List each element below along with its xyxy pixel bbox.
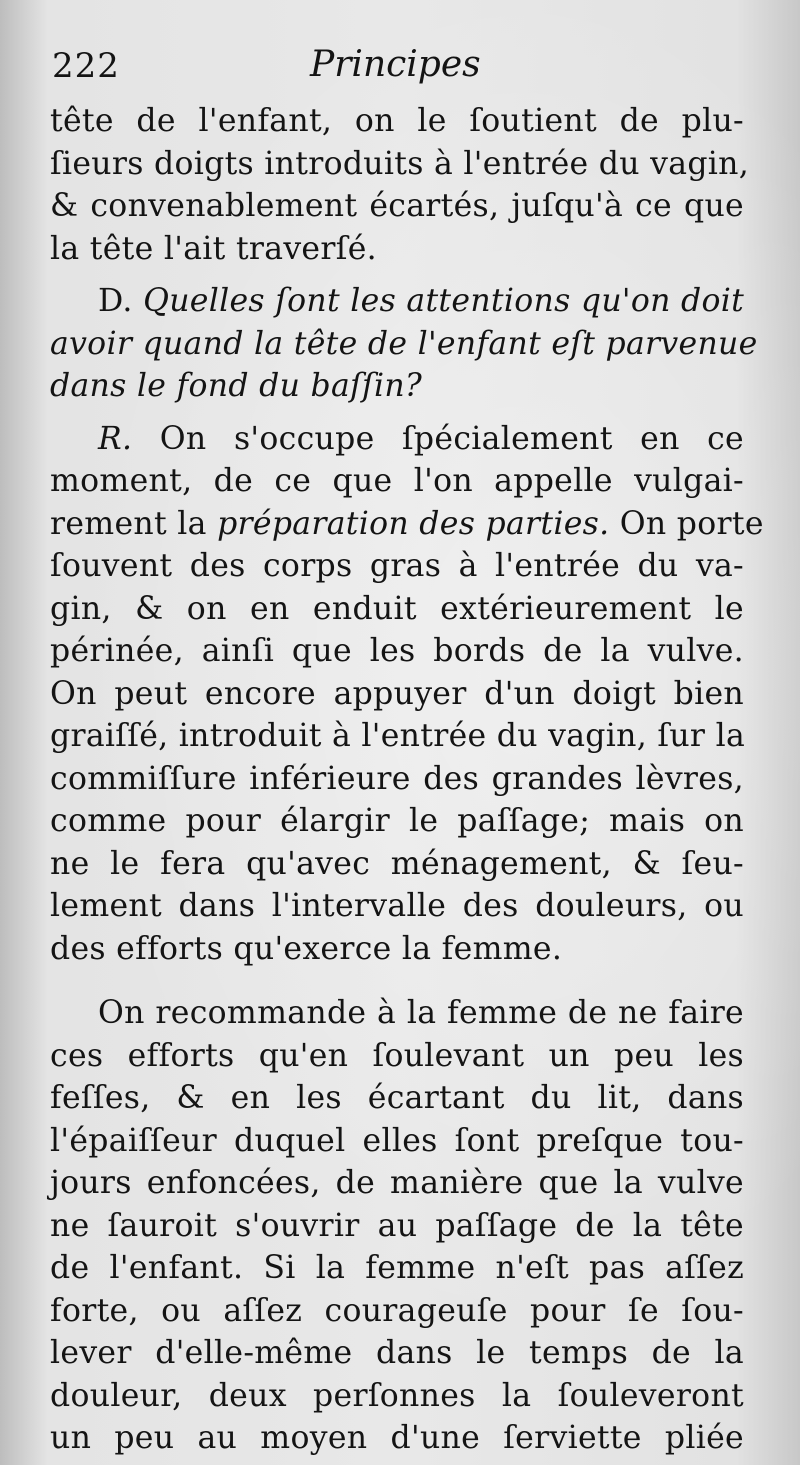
text-line: de l'enfant. Si la femme n'eſt pas aſſez — [50, 1250, 744, 1286]
body-text — [50, 100, 764, 1460]
text-line: ces efforts qu'en ſoulevant un peu les — [50, 1037, 744, 1074]
text-line: des efforts qu'exerce la femme. — [50, 930, 563, 967]
text-line: un peu au moyen d'une ſerviette pliée — [50, 1420, 744, 1456]
running-title: Principes — [310, 44, 481, 85]
text-line: lement dans l'intervalle des douleurs, ou — [50, 888, 744, 924]
page-header — [52, 46, 752, 96]
italic-phrase: préparation des parties. — [217, 505, 610, 542]
text-line: ne le fera qu'avec ménagement, & ſeu- — [50, 845, 744, 882]
text-line: dans le fond du baſſin? — [50, 368, 423, 404]
text-line — [50, 503, 764, 546]
text-line: forte, ou aſſez courageuſe pour ſe ſou- — [50, 1292, 744, 1329]
answer-paragraph — [50, 418, 764, 971]
text-line — [50, 418, 744, 461]
text-line: gin, & on en enduit extérieurement le — [50, 590, 744, 627]
text-line: ſouvent des corps gras à l'entrée du va- — [50, 548, 744, 584]
text-fragment: On porte — [619, 505, 764, 542]
text-line: lever d'elle-même dans le temps de la — [50, 1335, 744, 1371]
text-line: l'épaiſſeur duquel elles ſont preſque tou- — [50, 1122, 744, 1159]
text-line: douleur, deux perſonnes la ſouleveront — [50, 1377, 744, 1414]
page-number: 222 — [52, 46, 120, 86]
text-line: & convenablement écartés, juſqu'à ce que — [50, 188, 744, 224]
text-line: jours enfoncées, de manière que la vulve — [50, 1165, 744, 1201]
text-line: tête de l'enfant, on le ſoutient de plu- — [50, 103, 744, 139]
question-text: Quelles ſont les attentions qu'on doit — [143, 283, 745, 319]
paragraph-continuation — [50, 100, 750, 270]
answer-label: R. — [98, 420, 133, 457]
paragraph — [50, 992, 744, 1460]
text-line: ſieurs doigts introduits à l'entrée du vagin, — [50, 145, 750, 182]
text-line: comme pour élargir le paſſage; mais on — [50, 803, 744, 839]
text-line: périnée, ainſi que les bords de la vulve. — [50, 633, 744, 669]
text-line: On peut encore appuyer d'un doigt bien — [50, 675, 744, 712]
text-line: commiſſure inférieure des grandes lèvres, — [50, 760, 744, 797]
text-line: avoir quand la tête de l'enfant eſt parvenue — [50, 325, 758, 362]
question-label: D. — [98, 283, 133, 319]
text-line: la tête l'ait traverſé. — [50, 230, 377, 267]
question-paragraph — [50, 280, 758, 408]
text-line: moment, de ce que l'on appelle vulgai- — [50, 463, 744, 499]
text-line: ne ſauroit s'ouvrir au paſſage de la tête — [50, 1207, 744, 1244]
text-line — [50, 280, 744, 323]
text-fragment: rement la — [50, 505, 207, 542]
text-line: feſſes, & en les écartant du lit, dans — [50, 1080, 744, 1116]
text-line: graiſſé, introduit à l'entrée du vagin, ſur la — [50, 718, 746, 754]
text-line: On recommande à la femme de ne faire — [98, 995, 744, 1031]
answer-text: On s'occupe ſpécialement en ce — [159, 420, 744, 457]
